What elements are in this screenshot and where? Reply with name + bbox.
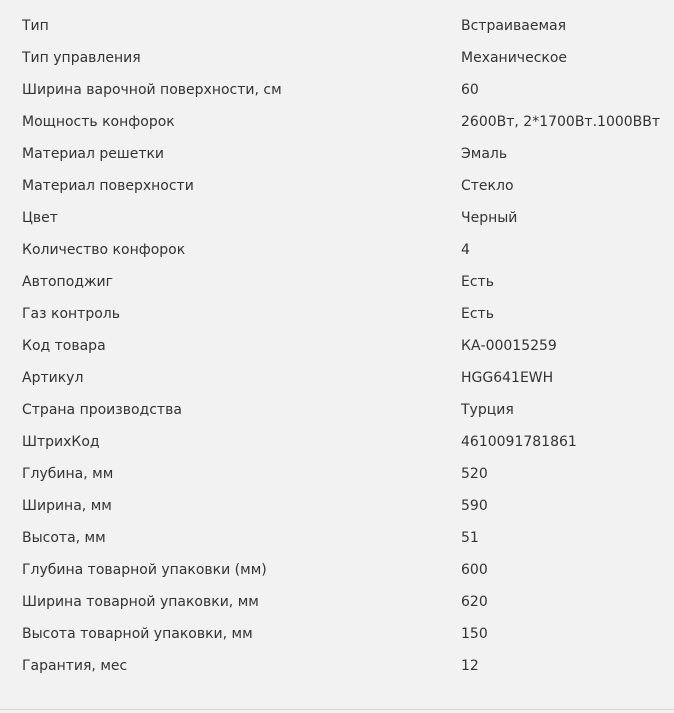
spec-name: Глубина товарной упаковки (мм) [22, 562, 267, 578]
spec-value: 60 [461, 82, 479, 98]
spec-row [0, 42, 674, 74]
spec-row [0, 106, 674, 138]
bottom-divider [0, 709, 674, 710]
spec-value: 620 [461, 594, 488, 610]
spec-row [0, 298, 674, 330]
spec-value: 150 [461, 626, 488, 642]
spec-value: Эмаль [461, 146, 508, 162]
spec-name: Ширина товарной упаковки, мм [22, 594, 259, 610]
spec-name: ШтрихКод [22, 434, 100, 450]
spec-value: HGG641EWH [461, 370, 554, 386]
spec-value: Встраиваемая [461, 18, 567, 34]
spec-row [0, 522, 674, 554]
spec-row [0, 330, 674, 362]
spec-name: Автоподжиг [22, 274, 114, 290]
spec-value: КА-00015259 [461, 338, 557, 354]
spec-name: Тип управления [22, 50, 141, 66]
spec-name: Гарантия, мес [22, 658, 128, 674]
spec-name: Ширина, мм [22, 498, 112, 514]
spec-value: Турция [461, 402, 514, 418]
spec-value: Есть [461, 306, 494, 322]
spec-name: Страна производства [22, 402, 182, 418]
spec-name: Высота товарной упаковки, мм [22, 626, 253, 642]
spec-value: 4610091781861 [461, 434, 577, 450]
spec-row [0, 202, 674, 234]
spec-name: Тип [22, 18, 49, 34]
spec-name: Высота, мм [22, 530, 106, 546]
spec-row [0, 458, 674, 490]
spec-value: Стекло [461, 178, 514, 194]
spec-value: Есть [461, 274, 494, 290]
spec-name: Материал поверхности [22, 178, 194, 194]
spec-name: Газ контроль [22, 306, 120, 322]
spec-row [0, 650, 674, 682]
spec-row [0, 10, 674, 42]
spec-name: Количество конфорок [22, 242, 186, 258]
spec-row [0, 618, 674, 650]
spec-name: Цвет [22, 210, 58, 226]
spec-value: 12 [461, 658, 479, 674]
spec-row [0, 170, 674, 202]
spec-name: Мощность конфорок [22, 114, 175, 130]
spec-row [0, 234, 674, 266]
spec-value: 520 [461, 466, 488, 482]
spec-value: 600 [461, 562, 488, 578]
spec-value: 590 [461, 498, 488, 514]
spec-name: Код товара [22, 338, 106, 354]
spec-row [0, 490, 674, 522]
spec-row [0, 554, 674, 586]
spec-value: 2600Вт, 2*1700Вт.1000ВВт [461, 114, 661, 130]
spec-value: Механическое [461, 50, 568, 66]
spec-name: Материал решетки [22, 146, 165, 162]
spec-row [0, 266, 674, 298]
spec-row [0, 394, 674, 426]
spec-row [0, 74, 674, 106]
spec-name: Артикул [22, 370, 84, 386]
spec-value: 4 [461, 242, 470, 258]
spec-value: Черный [461, 210, 518, 226]
spec-row [0, 586, 674, 618]
spec-row [0, 138, 674, 170]
spec-name: Ширина варочной поверхности, см [22, 82, 282, 98]
spec-row [0, 426, 674, 458]
spec-row [0, 362, 674, 394]
spec-name: Глубина, мм [22, 466, 114, 482]
spec-value: 51 [461, 530, 479, 546]
